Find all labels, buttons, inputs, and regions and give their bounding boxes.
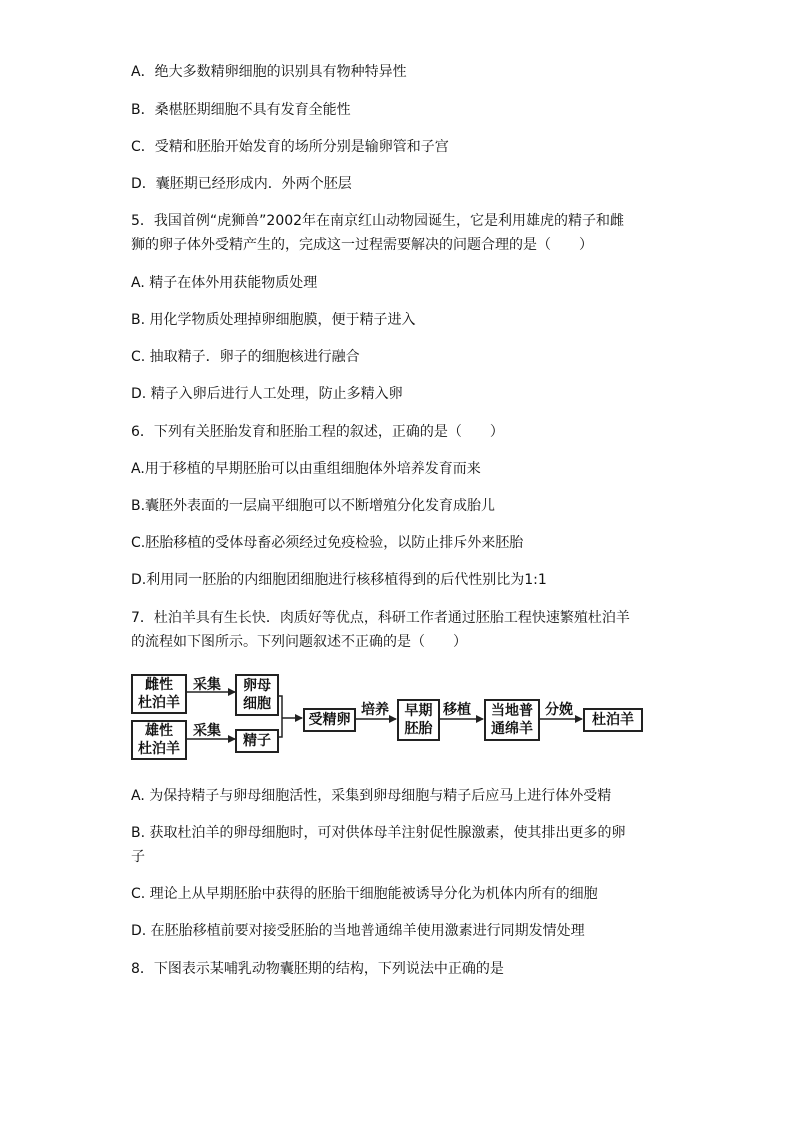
option-d-q4: D．囊胚期已经形成内．外两个胚层 (131, 176, 352, 192)
box-zygote: 受精卵 (303, 708, 356, 732)
box-sperm: 精子 (235, 729, 279, 753)
option-a-q4: A．绝大多数精卵细胞的识别具有物种特异性 (131, 64, 407, 80)
option-a-q5: A. 精子在体外用获能物质处理 (131, 275, 318, 291)
option-c-q4: C．受精和胚胎开始发育的场所分别是输卵管和子宫 (131, 139, 449, 155)
option-a-q7: A. 为保持精子与卵母细胞活性，采集到卵母细胞与精子后应马上进行体外受精 (131, 788, 612, 804)
label-collect-2: 采集 (193, 723, 221, 739)
flow-diagram (131, 672, 647, 762)
box-oocyte: 卵母 细胞 (235, 674, 279, 716)
question-7-line1: 7．杜泊羊具有生长快．肉质好等优点，科研工作者通过胚胎工程快速繁殖杜泊羊 (131, 610, 630, 626)
label-culture: 培养 (361, 702, 389, 718)
option-b-q7-line1: B. 获取杜泊羊的卵母细胞时，可对供体母羊注射促性腺激素，使其排出更多的卵 (131, 825, 626, 841)
option-d-q7: D. 在胚胎移植前要对接受胚胎的当地普通绵羊使用激素进行同期发情处理 (131, 923, 585, 939)
box-result-sheep: 杜泊羊 (583, 708, 643, 732)
box-male-sheep: 雄性 杜泊羊 (131, 720, 187, 760)
option-b-q7-line2: 子 (131, 849, 145, 865)
question-5-line2: 狮的卵子体外受精产生的，完成这一过程需要解决的问题合理的是（ ） (131, 237, 593, 253)
question-6: 6．下列有关胚胎发育和胚胎工程的叙述，正确的是（ ） (131, 424, 504, 440)
question-8: 8．下图表示某哺乳动物囊胚期的结构，下列说法中正确的是 (131, 961, 504, 977)
option-b-q5: B. 用化学物质处理掉卵细胞膜，便于精子进入 (131, 312, 416, 328)
label-transplant: 移植 (443, 702, 471, 718)
box-female-sheep: 雌性 杜泊羊 (131, 674, 187, 714)
option-c-q6: C.胚胎移植的受体母畜必须经过免疫检验，以防止排斥外来胚胎 (131, 535, 524, 551)
question-7-line2: 的流程如下图所示。下列问题叙述不正确的是（ ） (131, 634, 467, 650)
option-c-q7: C. 理论上从早期胚胎中获得的胚胎干细胞能被诱导分化为机体内所有的细胞 (131, 886, 598, 902)
option-a-q6: A.用于移植的早期胚胎可以由重组细胞体外培养发育而来 (131, 461, 481, 477)
box-early-embryo: 早期 胚胎 (397, 699, 440, 741)
question-5-line1: 5．我国首例“虎狮兽”2002年在南京红山动物园诞生，它是利用雄虎的精子和雌 (131, 213, 625, 229)
label-birth: 分娩 (545, 702, 573, 718)
box-local-sheep: 当地普 通绵羊 (484, 699, 540, 741)
option-b-q4: B．桑椹胚期细胞不具有发育全能性 (131, 102, 351, 118)
label-collect-1: 采集 (193, 677, 221, 693)
option-b-q6: B.囊胚外表面的一层扁平细胞可以不断增殖分化发育成胎儿 (131, 498, 496, 514)
option-d-q5: D. 精子入卵后进行人工处理，防止多精入卵 (131, 386, 403, 402)
option-d-q6: D.利用同一胚胎的内细胞团细胞进行核移植得到的后代性别比为1:1 (131, 572, 547, 588)
option-c-q5: C. 抽取精子．卵子的细胞核进行融合 (131, 349, 360, 365)
